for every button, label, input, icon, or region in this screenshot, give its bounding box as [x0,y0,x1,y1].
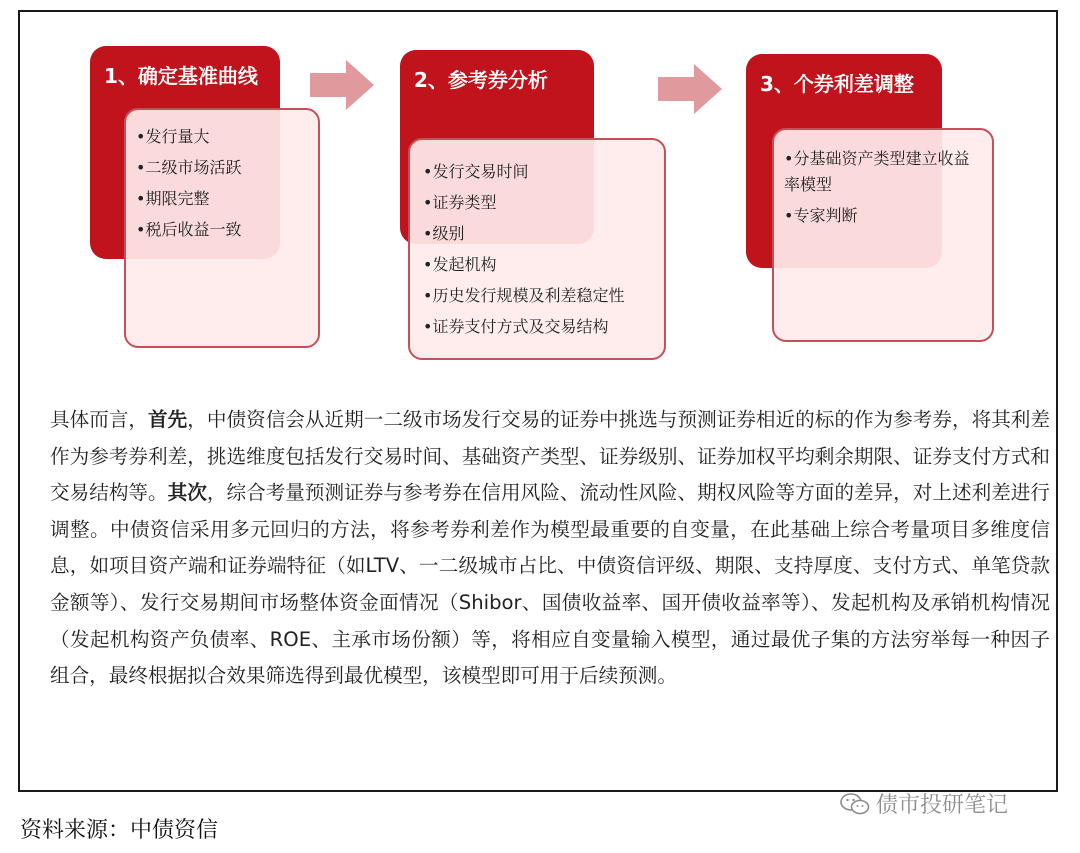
list-item: •发起机构 [423,255,497,274]
arrow-right-icon [658,64,722,114]
watermark-text: 债市投研笔记 [876,793,1009,818]
list-item: •历史发行规模及利差稳定性 [423,286,625,305]
list-item: •期限完整 [136,189,210,208]
step-3-title: 3、个券利差调整 [760,72,914,96]
step-2-list [423,156,624,342]
source-caption: 资料来源：中债资信 [20,818,219,843]
content-frame [18,10,1058,792]
emphasis-first: 首先 [148,408,188,431]
list-item: •证券类型 [423,193,497,212]
list-item: •二级市场活跃 [136,158,242,177]
wechat-icon [840,792,870,816]
watermark [840,788,1008,819]
step-2-title: 2、参考券分析 [414,68,548,92]
step-3-list [784,146,980,234]
paragraph-text: ，中债资信会从近期一二级市场发行交易的证券中挑选与预测证券相近的标的作为参考券，将其利差作为参考券利差，挑选维度包括发行交易时间、基础资产类型、证券级别、证券加权平均剩余期限、证券支付方式和交易结构等。 [50,408,1051,505]
list-item: •税后收益一致 [136,220,242,239]
list-item: •发行量大 [136,127,210,146]
list-item: •级别 [423,224,465,243]
paragraph-text: 具体而言， [50,408,149,431]
list-item: •专家判断 [784,206,858,225]
list-item: •证券支付方式及交易结构 [423,317,609,336]
list-item: •分基础资产类型建立收益率模型 [784,149,970,194]
arrow-right-icon [310,60,374,110]
emphasis-second: 其次 [167,481,207,505]
step-1-title: 1、确定基准曲线 [104,64,258,88]
body-paragraph [50,402,1050,695]
step-1-list [136,121,241,245]
list-item: •发行交易时间 [423,162,529,181]
paragraph-text: ，综合考量预测证券与参考券在信用风险、流动性风险、期权风险等方面的差异，对上述利差进行调整。中债资信采用多元回归的方法，将参考券利差作为模型最重要的自变量，在此基础上综合考量项目多维度信息，如项目资产端和证券端特征（如LTV、一二级城市占比、中债资信评级、期限、支持厚度、支付方式、单笔贷款金额等）、发行交易期间市场整体资金面情况（Shibor、国债收益率、国开债收益率等）、发起机构及承销机构情况（发起机构资产负债率、ROE、主承市场份额）等，将相应自变量输入模型，通过最优子集的方法穷举每一种因子组合，最终根据拟合效果筛选得到最优模型，该模型即可用于后续预测。 [50,481,1051,688]
